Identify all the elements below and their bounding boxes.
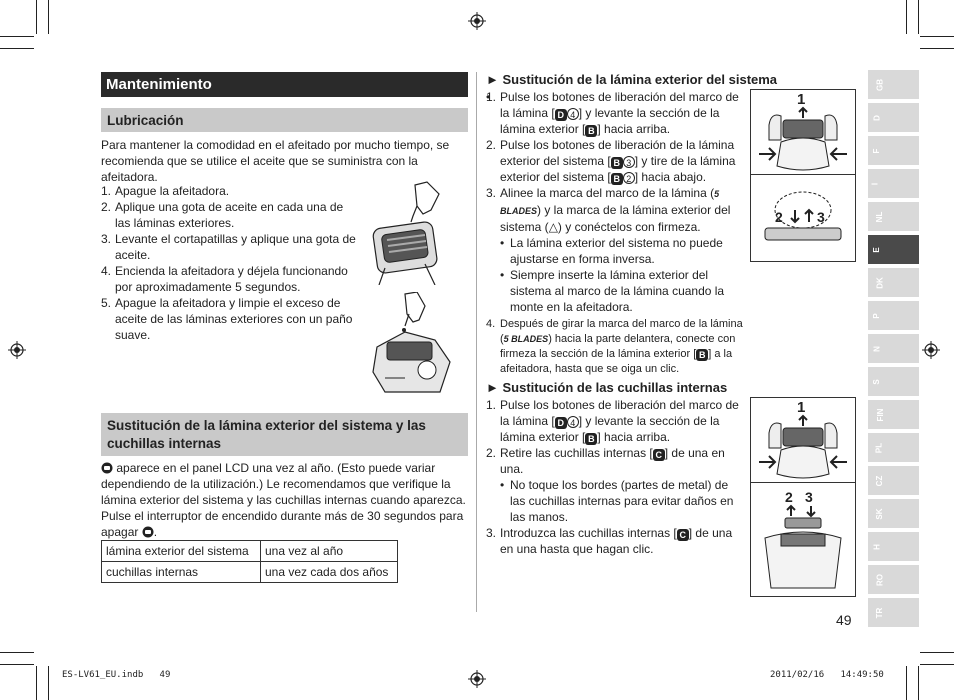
list-item: 3. Alinee la marca del marco de la lámina (5 BLADES) y la marca de la lámina exterior del sistema (△) y conéctelos con firmeza.	[486, 186, 731, 234]
crop-mark	[36, 0, 37, 34]
tab-sk[interactable]: SK	[868, 499, 919, 528]
tab-i[interactable]: I	[868, 169, 919, 198]
blades-mark: 5 BLADES	[500, 189, 720, 216]
registration-mark-icon	[8, 341, 26, 359]
arrow-right-icon: ►	[486, 72, 499, 87]
list-item: 4. Encienda la afeitadora y déjela funcionando por aproximadamente 5 segundos.	[101, 264, 348, 294]
list-item: 3. Levante el cortapatillas y aplique una gota de aceite.	[101, 232, 356, 262]
sustitucion-para: aparece en el panel LCD una vez al año. (Esto puede variar dependiendo de la utilización.) Le recomendamos que verifique la lámina exterior del sistema y las cuchillas internas cuando aparezca. Pulse el interruptor de encendido durante más de 30 segundos para apagar .	[101, 461, 466, 539]
registration-mark-icon	[468, 670, 486, 688]
list-item: 3. Introduzca las cuchillas internas [ C ] de una en una hasta que hagan clic.	[486, 526, 733, 556]
blade-replacement-heading: ► Sustitución de las cuchillas internas	[486, 380, 728, 395]
list-item: • 1. Pulse los botones de liberación del marco de la lámina [ D 4 ] y levante la sección de la lámina exterior [ B ] hacia arriba.	[486, 89, 744, 137]
column-divider	[476, 72, 477, 612]
registration-mark-icon	[922, 341, 940, 359]
list-item: 1. Apague la afeitadora.	[101, 184, 230, 198]
oil-foil-illustration	[365, 180, 465, 285]
crop-mark	[0, 652, 34, 653]
list-item: 2. Aplique una gota de aceite en cada una de las láminas exteriores.	[101, 200, 344, 230]
sustitucion-heading: Sustitución de la lámina exterior del sistema y las cuchillas internas	[101, 413, 468, 456]
tab-ro[interactable]: RO	[868, 565, 919, 594]
tab-gb[interactable]: GB	[868, 70, 919, 99]
list-item: 2. Retire las cuchillas internas [ C ] de una en una.	[486, 446, 725, 476]
foil-replacement-heading: ► Sustitución de la lámina exterior del sistema	[486, 72, 778, 87]
crop-mark	[0, 36, 34, 37]
tab-h[interactable]: H	[868, 532, 919, 561]
tab-d[interactable]: D	[868, 103, 919, 132]
tab-p[interactable]: P	[868, 301, 919, 330]
crop-mark	[918, 0, 919, 34]
tab-dk[interactable]: DK	[868, 268, 919, 297]
tab-e[interactable]: E	[868, 235, 919, 264]
foil-replacement-steps	[486, 89, 744, 377]
tab-n[interactable]: N	[868, 334, 919, 363]
tab-tr[interactable]: TR	[868, 598, 919, 627]
letter-badge-d: D	[555, 109, 567, 121]
crop-mark	[906, 0, 907, 34]
shaver-lcd-icon	[142, 526, 154, 538]
tab-nl[interactable]: NL	[868, 202, 919, 231]
lubricacion-steps	[101, 183, 356, 343]
crop-mark	[36, 666, 37, 700]
crop-mark	[48, 0, 49, 34]
replacement-frequency-table	[101, 540, 398, 583]
blade-removal-illustration	[750, 397, 856, 597]
letter-badge-b: B	[585, 125, 597, 137]
crop-mark	[0, 664, 34, 665]
footer-timestamp: 2011/02/16 14:49:50	[770, 670, 884, 680]
crop-mark	[48, 666, 49, 700]
table-row: cuchillas internas una vez cada dos años	[102, 562, 398, 583]
lubricacion-heading: Lubricación	[101, 108, 468, 132]
crop-mark	[920, 652, 954, 653]
list-item: 2. Pulse los botones de liberación de la lámina exterior del sistema [ B 3 ] y tire de la lámina exterior del sistema [ B 2 ] hacia abajo.	[486, 138, 736, 184]
svg-text:3: 3	[817, 209, 825, 225]
tab-cz[interactable]: CZ	[868, 466, 919, 495]
letter-badge-c: C	[653, 449, 665, 461]
svg-text:2: 2	[785, 489, 793, 505]
arrow-right-icon: ►	[486, 380, 499, 395]
section-title: Mantenimiento	[101, 72, 468, 97]
lubricacion-intro: Para mantener la comodidad en el afeitado por mucho tiempo, se recomienda que se utilice el aceite que se suministra con la afeitadora.	[101, 138, 450, 184]
foil-removal-illustration	[750, 89, 856, 262]
crop-mark	[920, 664, 954, 665]
page-number: 49	[836, 612, 852, 628]
list-item: 4. Después de girar la marca del marco de la lámina (5 BLADES) hacia la parte delantera, conecte con firmeza la sección de la lámina exterior [ B ] a la afeitadora, hasta que se oiga un clic.	[486, 318, 743, 375]
list-item: 1. Pulse los botones de liberación del marco de la lámina [ D 4 ] y levante la sección de la lámina exterior [ B ] hacia arriba.	[486, 398, 739, 444]
table-row: lámina exterior del sistema una vez al año	[102, 541, 398, 562]
list-item: • La lámina exterior del sistema no puede ajustarse en forma inversa.	[500, 235, 744, 267]
crop-mark	[918, 666, 919, 700]
language-tabs	[868, 70, 919, 631]
list-item: 5. Apague la afeitadora y limpie el exceso de aceite de las láminas exteriores con un paño suave.	[101, 296, 353, 342]
registration-mark-icon	[468, 12, 486, 30]
crop-mark	[920, 48, 954, 49]
svg-text:3: 3	[805, 489, 813, 505]
oil-trimmer-illustration	[365, 292, 465, 400]
crop-mark	[906, 666, 907, 700]
tab-s[interactable]: S	[868, 367, 919, 396]
crop-mark	[0, 48, 34, 49]
svg-text:1: 1	[797, 399, 806, 416]
shaver-lcd-icon	[101, 462, 113, 474]
svg-text:1: 1	[797, 91, 806, 108]
tab-f[interactable]: F	[868, 136, 919, 165]
svg-text:2: 2	[775, 209, 783, 225]
list-item: • No toque los bordes (partes de metal) de las cuchillas internas para evitar daños en las manos.	[500, 477, 744, 525]
crop-mark	[920, 36, 954, 37]
tab-pl[interactable]: PL	[868, 433, 919, 462]
footer-file: ES-LV61_EU.indb 49	[62, 670, 171, 680]
list-item: • Siempre inserte la lámina exterior del sistema al marco de la lámina cuando la monte en la afeitadora.	[500, 267, 744, 315]
blade-replacement-steps	[486, 397, 744, 557]
tab-fin[interactable]: FIN	[868, 400, 919, 429]
